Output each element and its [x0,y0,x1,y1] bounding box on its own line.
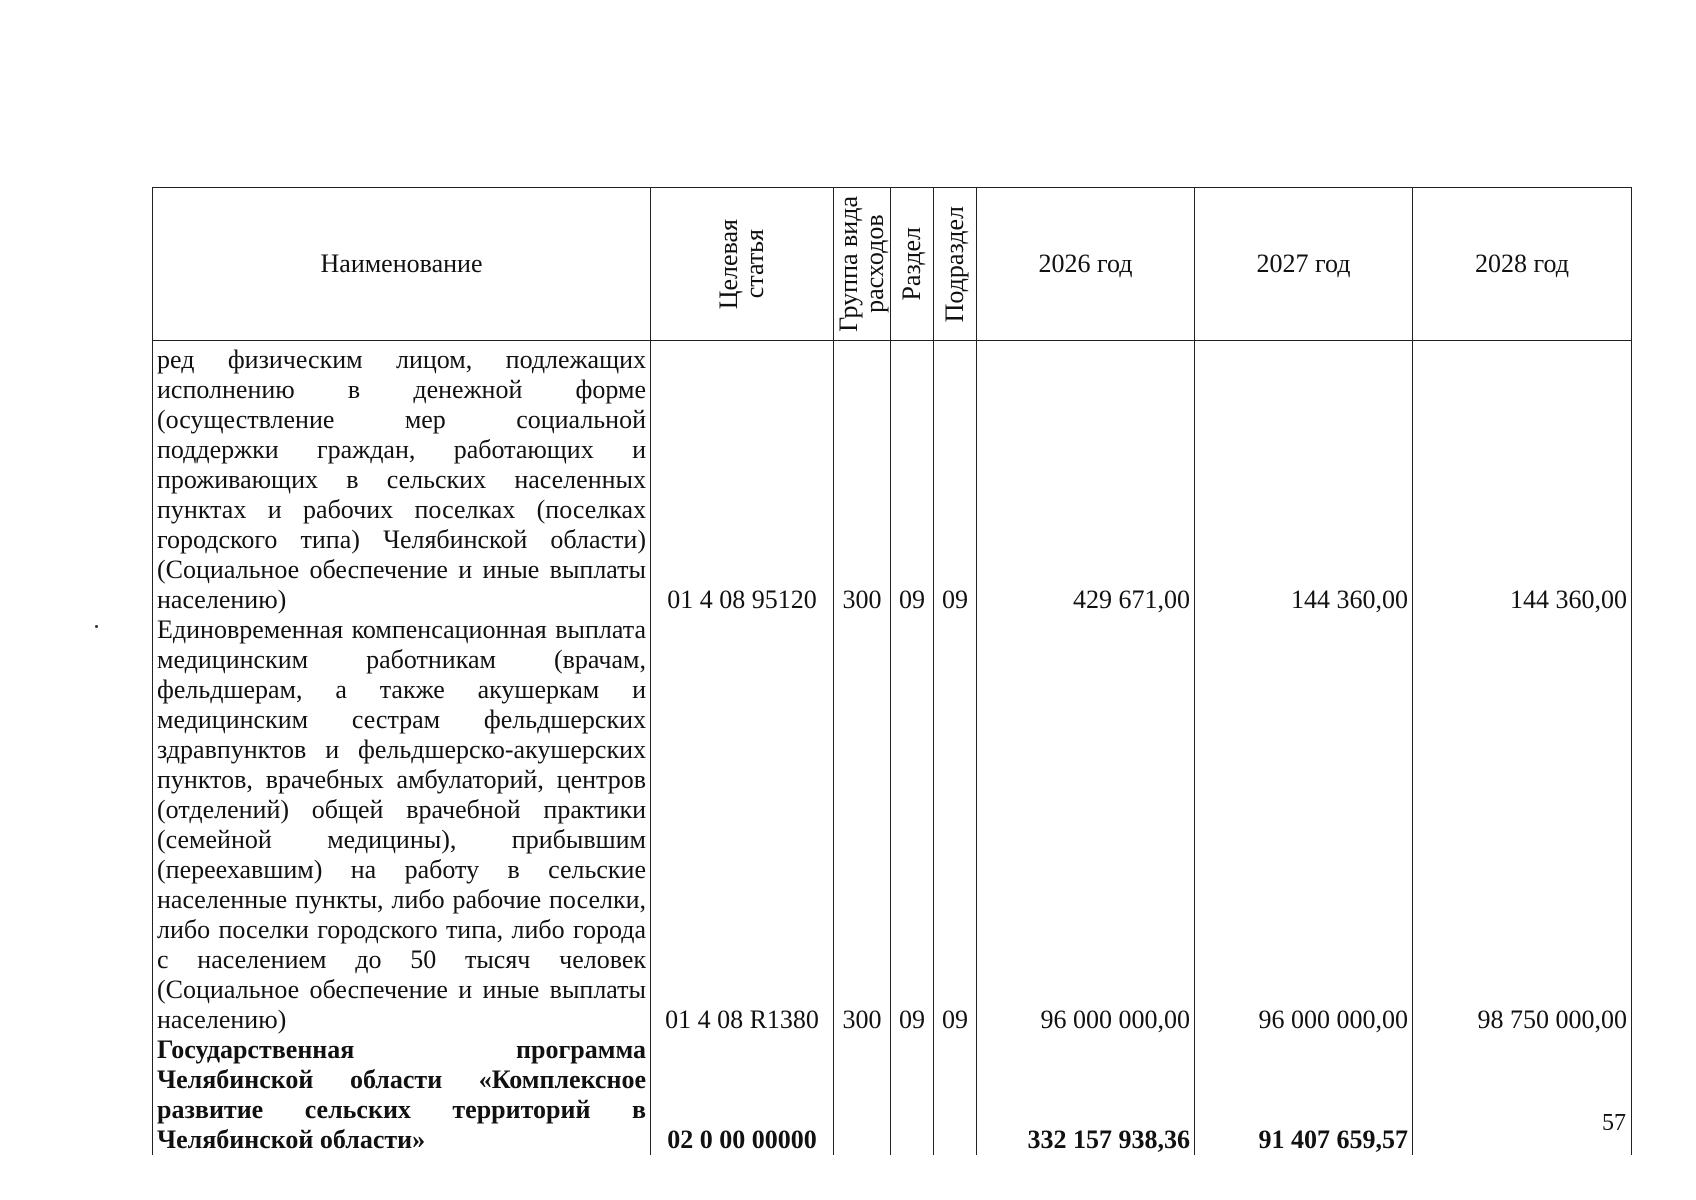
row-2028 [1413,1035,1632,1155]
row-name: ред физическим лицом, подлежащих исполнению в денежной форме (осуществление мер социальной поддержки граждан, работающих и проживающих в сельских населенных пунктах и рабочих поселках (поселках городского типа) Челябинской области) (Социальное обеспечение и иные выплаты населению) [153,341,651,616]
row-expense-group: 300 [834,615,891,1035]
header-2028: 2028 год [1413,188,1632,341]
table-row-program [153,1035,1632,1155]
header-name: Наименование [153,188,651,341]
row-2027: 96 000 000,00 [1195,615,1413,1035]
header-section-text: Раздел [897,227,926,301]
row-subsection: 09 [934,341,977,616]
row-2026: 96 000 000,00 [977,615,1195,1035]
header-target-text: Целевая статья [714,218,769,310]
header-2026: 2026 год [977,188,1195,341]
header-target [651,188,834,341]
header-subsection-text: Подраздел [940,205,969,323]
row-2026: 332 157 938,36 [977,1035,1195,1155]
header-expense-group [834,188,891,341]
row-section [891,1035,934,1155]
row-expense-group [834,1035,891,1155]
row-target: 01 4 08 95120 [651,341,834,616]
page-number: 57 [1602,1110,1626,1136]
row-2026: 429 671,00 [977,341,1195,616]
row-section: 09 [891,341,934,616]
header-section [891,188,934,341]
budget-table [152,187,1632,1155]
row-section: 09 [891,615,934,1035]
table-row [153,341,1632,616]
row-target: 01 4 08 R1380 [651,615,834,1035]
row-2028: 98 750 000,00 [1413,615,1632,1035]
scan-speck [95,625,98,628]
header-expense-group-text: Группа вида расходов [834,196,889,332]
row-expense-group: 300 [834,341,891,616]
table-row [153,615,1632,1035]
header-subsection [934,188,977,341]
row-2027: 144 360,00 [1195,341,1413,616]
row-subsection: 09 [934,615,977,1035]
header-2027: 2027 год [1195,188,1413,341]
row-subsection [934,1035,977,1155]
row-name: Государственная программа Челябинской области «Комплексное развитие сельских территорий в Челябинской области» [153,1035,651,1155]
table-header-row [153,188,1632,341]
row-2027: 91 407 659,57 [1195,1035,1413,1155]
row-name: Единовременная компенсационная выплата медицинским работникам (врачам, фельдшерам, а также акушеркам и медицинским сестрам фельдшерских здравпунктов и фельдшерско-акушерских пунктов, врачебных амбулаторий, центров (отделений) общей врачебной практики (семейной медицины), прибывшим (переехавшим) на работу в сельские населенные пункты, либо рабочие поселки, либо поселки городского типа, либо города с населением до 50 тысяч человек (Социальное обеспечение и иные выплаты населению) [153,615,651,1035]
row-2028: 144 360,00 [1413,341,1632,616]
row-target: 02 0 00 00000 [651,1035,834,1155]
